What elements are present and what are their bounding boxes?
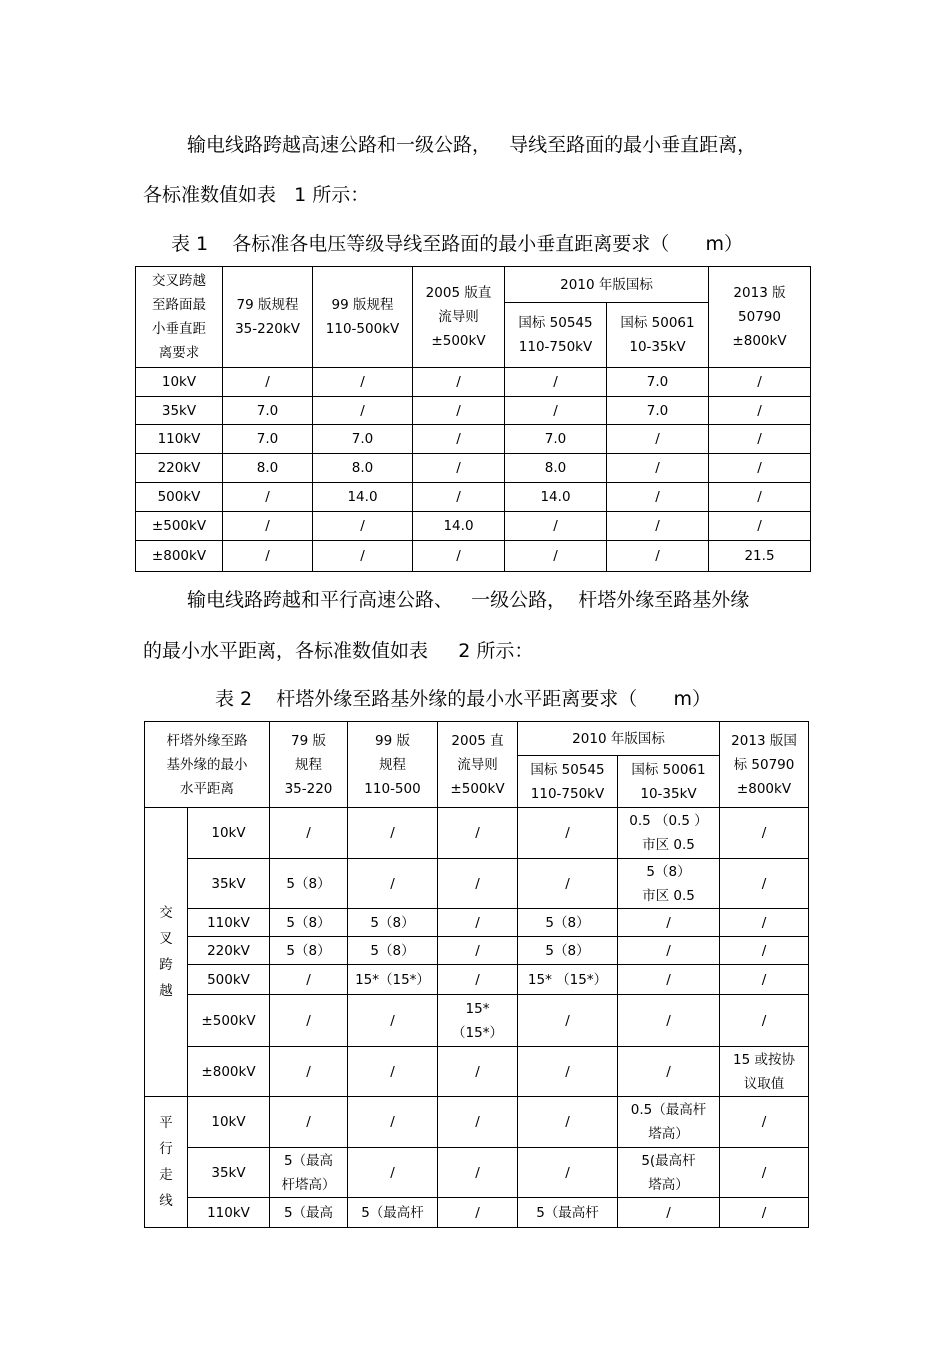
table-cell: / — [313, 397, 413, 425]
table-cell: 0.5（最高杆 塔高） — [618, 1097, 720, 1148]
table-cell: / — [270, 1097, 348, 1148]
table-cell: / — [720, 995, 809, 1047]
table-cell: / — [313, 368, 413, 397]
table-cell: / — [313, 512, 413, 541]
table-row — [136, 454, 811, 483]
table-cell: / — [438, 1198, 518, 1228]
table-cell: / — [223, 368, 313, 397]
group-label-parallel: 平 行 走 线 — [145, 1097, 188, 1228]
table-cell: 5（8） — [270, 909, 348, 937]
table-cell: / — [438, 1097, 518, 1148]
table-cell: / — [618, 909, 720, 937]
table-cell: / — [607, 483, 709, 512]
row-label: 220kV — [188, 937, 270, 965]
t2-header-50061: 国标 50061 10-35kV — [618, 756, 720, 808]
table-cell: / — [607, 512, 709, 541]
table-cell: / — [505, 512, 607, 541]
table-cell: 5（8） — [348, 909, 438, 937]
table-cell: / — [607, 454, 709, 483]
table-cell: / — [720, 1097, 809, 1148]
row-label: 500kV — [188, 965, 270, 995]
table-1-caption: 表 1 各标准各电压等级导线至路面的最小垂直距离要求（ m） — [171, 233, 744, 255]
t1-header-requirement: 交叉跨越 至路面最 小垂直距 离要求 — [136, 267, 223, 368]
table-cell: 5(最高杆 塔高） — [618, 1148, 720, 1198]
t1-header-50545: 国标 50545 110-750kV — [505, 303, 607, 368]
row-label: ±500kV — [136, 512, 223, 541]
table-cell: / — [438, 1047, 518, 1097]
t2-header-2005: 2005 直 流导则 ±500kV — [438, 722, 518, 808]
table-2-caption: 表 2 杆塔外缘至路基外缘的最小水平距离要求（ m） — [215, 688, 712, 710]
row-label: ±500kV — [188, 995, 270, 1047]
table-cell: 7.0 — [607, 397, 709, 425]
table-cell: 8.0 — [223, 454, 313, 483]
table-cell: / — [505, 541, 607, 572]
table-cell: 8.0 — [505, 454, 607, 483]
table-cell: / — [413, 368, 505, 397]
table-cell: 15*（15*） — [348, 965, 438, 995]
t2-header-distance: 杆塔外缘至路 基外缘的最小 水平距离 — [145, 722, 270, 808]
table-row — [136, 483, 811, 512]
row-label: 35kV — [188, 859, 270, 909]
row-label: 10kV — [136, 368, 223, 397]
table-cell: / — [709, 368, 811, 397]
table-cell: / — [607, 541, 709, 572]
table-cell: 5（8） — [348, 937, 438, 965]
table-cell: / — [720, 1198, 809, 1228]
table-cell: / — [348, 808, 438, 859]
table-cell: / — [709, 397, 811, 425]
paragraph-1-line-1: 输电线路跨越高速公路和一级公路， 导线至路面的最小垂直距离， — [187, 134, 757, 156]
table-cell: 14.0 — [313, 483, 413, 512]
table-cell: / — [518, 995, 618, 1047]
paragraph-2-line-1: 输电线路跨越和平行高速公路、 一级公路， 杆塔外缘至路基外缘 — [187, 589, 750, 611]
table-cell: / — [438, 859, 518, 909]
table-cell: / — [618, 937, 720, 965]
table-cell: / — [618, 965, 720, 995]
table-cell: / — [720, 937, 809, 965]
table-cell: / — [438, 909, 518, 937]
row-label: 35kV — [188, 1148, 270, 1198]
table-cell: 5（最高 杆塔高） — [270, 1148, 348, 1198]
table-cell: / — [709, 512, 811, 541]
t1-header-2005: 2005 版直 流导则 ±500kV — [413, 267, 505, 368]
table-row — [145, 1097, 809, 1148]
table-cell: / — [438, 1148, 518, 1198]
table-cell: / — [720, 1148, 809, 1198]
table-cell: / — [223, 541, 313, 572]
table-cell: / — [270, 995, 348, 1047]
table-row — [145, 859, 809, 909]
row-label: 500kV — [136, 483, 223, 512]
table-row — [145, 909, 809, 937]
table-row — [145, 937, 809, 965]
table-cell: / — [348, 995, 438, 1047]
table-cell: 7.0 — [607, 368, 709, 397]
table-row — [145, 965, 809, 995]
t2-header-2010-group: 2010 年版国标 — [518, 722, 720, 756]
table-1 — [135, 266, 811, 572]
table-cell: / — [518, 808, 618, 859]
row-label: 220kV — [136, 454, 223, 483]
table-cell: 14.0 — [413, 512, 505, 541]
table-cell: / — [709, 454, 811, 483]
table-cell: / — [413, 541, 505, 572]
table-cell: / — [709, 425, 811, 454]
table-cell: / — [313, 541, 413, 572]
table-cell: / — [270, 808, 348, 859]
table-row — [145, 808, 809, 859]
table-cell: / — [438, 937, 518, 965]
table-cell: / — [518, 1148, 618, 1198]
table-cell: / — [505, 368, 607, 397]
table-cell: / — [720, 909, 809, 937]
table-cell: 0.5 （0.5 ） 市区 0.5 — [618, 808, 720, 859]
table-cell: 7.0 — [313, 425, 413, 454]
row-label: 110kV — [136, 425, 223, 454]
table-cell: / — [413, 454, 505, 483]
table-cell: / — [438, 808, 518, 859]
table-cell: / — [348, 1047, 438, 1097]
row-label: ±800kV — [136, 541, 223, 572]
t2-header-2013: 2013 版国 标 50790 ±800kV — [720, 722, 809, 808]
table-cell: 21.5 — [709, 541, 811, 572]
table-cell: 8.0 — [313, 454, 413, 483]
table-cell: 7.0 — [223, 397, 313, 425]
table-cell: / — [618, 995, 720, 1047]
table-row — [136, 397, 811, 425]
table-cell: 7.0 — [223, 425, 313, 454]
table-cell: 15 或按协 议取值 — [720, 1047, 809, 1097]
table-row — [136, 541, 811, 572]
table-cell: / — [348, 1097, 438, 1148]
table-cell: / — [518, 1097, 618, 1148]
table-cell: / — [720, 859, 809, 909]
row-label: 110kV — [188, 1198, 270, 1228]
table-row — [136, 425, 811, 454]
table-cell: / — [720, 965, 809, 995]
t1-header-50061: 国标 50061 10-35kV — [607, 303, 709, 368]
table-cell: / — [518, 859, 618, 909]
table-cell: / — [413, 425, 505, 454]
table-cell: / — [348, 859, 438, 909]
paragraph-1-line-2: 各标准数值如表 1 所示： — [143, 184, 370, 206]
t1-header-99: 99 版规程 110-500kV — [313, 267, 413, 368]
table-cell: 5（最高杆 — [348, 1198, 438, 1228]
table-cell: / — [618, 1198, 720, 1228]
table-cell: 5（8） 市区 0.5 — [618, 859, 720, 909]
table-cell: / — [607, 425, 709, 454]
table-row — [145, 1047, 809, 1097]
t1-header-2010-group: 2010 年版国标 — [505, 267, 709, 303]
table-cell: / — [413, 483, 505, 512]
table-cell: / — [720, 808, 809, 859]
table-row — [145, 995, 809, 1047]
table-cell: 5（最高 — [270, 1198, 348, 1228]
table-cell: 7.0 — [505, 425, 607, 454]
row-label: 10kV — [188, 808, 270, 859]
table-cell: 5（8） — [270, 937, 348, 965]
table-cell: / — [438, 965, 518, 995]
table-cell: 5（最高杆 — [518, 1198, 618, 1228]
table-cell: / — [505, 397, 607, 425]
row-label: ±800kV — [188, 1047, 270, 1097]
t2-header-50545: 国标 50545 110-750kV — [518, 756, 618, 808]
table-cell: / — [413, 397, 505, 425]
t2-header-79: 79 版 规程 35-220 — [270, 722, 348, 808]
table-cell: 5（8） — [270, 859, 348, 909]
t2-header-99: 99 版 规程 110-500 — [348, 722, 438, 808]
table-cell: 15* （15*） — [518, 965, 618, 995]
table-cell: / — [518, 1047, 618, 1097]
table-cell: 15* （15*） — [438, 995, 518, 1047]
row-label: 10kV — [188, 1097, 270, 1148]
t1-header-2013: 2013 版 50790 ±800kV — [709, 267, 811, 368]
table-row — [136, 368, 811, 397]
table-cell: 5（8） — [518, 937, 618, 965]
table-row — [145, 1198, 809, 1228]
table-row — [136, 512, 811, 541]
group-label-cross: 交 叉 跨 越 — [145, 808, 188, 1097]
table-cell: / — [709, 483, 811, 512]
t1-header-79: 79 版规程 35-220kV — [223, 267, 313, 368]
table-cell: / — [348, 1148, 438, 1198]
table-2 — [144, 721, 809, 1228]
table-row — [145, 1148, 809, 1198]
table-cell: / — [270, 1047, 348, 1097]
table-cell: / — [618, 1047, 720, 1097]
table-cell: 5（8） — [518, 909, 618, 937]
table-cell: 14.0 — [505, 483, 607, 512]
table-cell: / — [223, 483, 313, 512]
row-label: 110kV — [188, 909, 270, 937]
row-label: 35kV — [136, 397, 223, 425]
table-cell: / — [223, 512, 313, 541]
table-cell: / — [270, 965, 348, 995]
paragraph-2-line-2: 的最小水平距离，各标准数值如表 2 所示： — [143, 640, 534, 662]
